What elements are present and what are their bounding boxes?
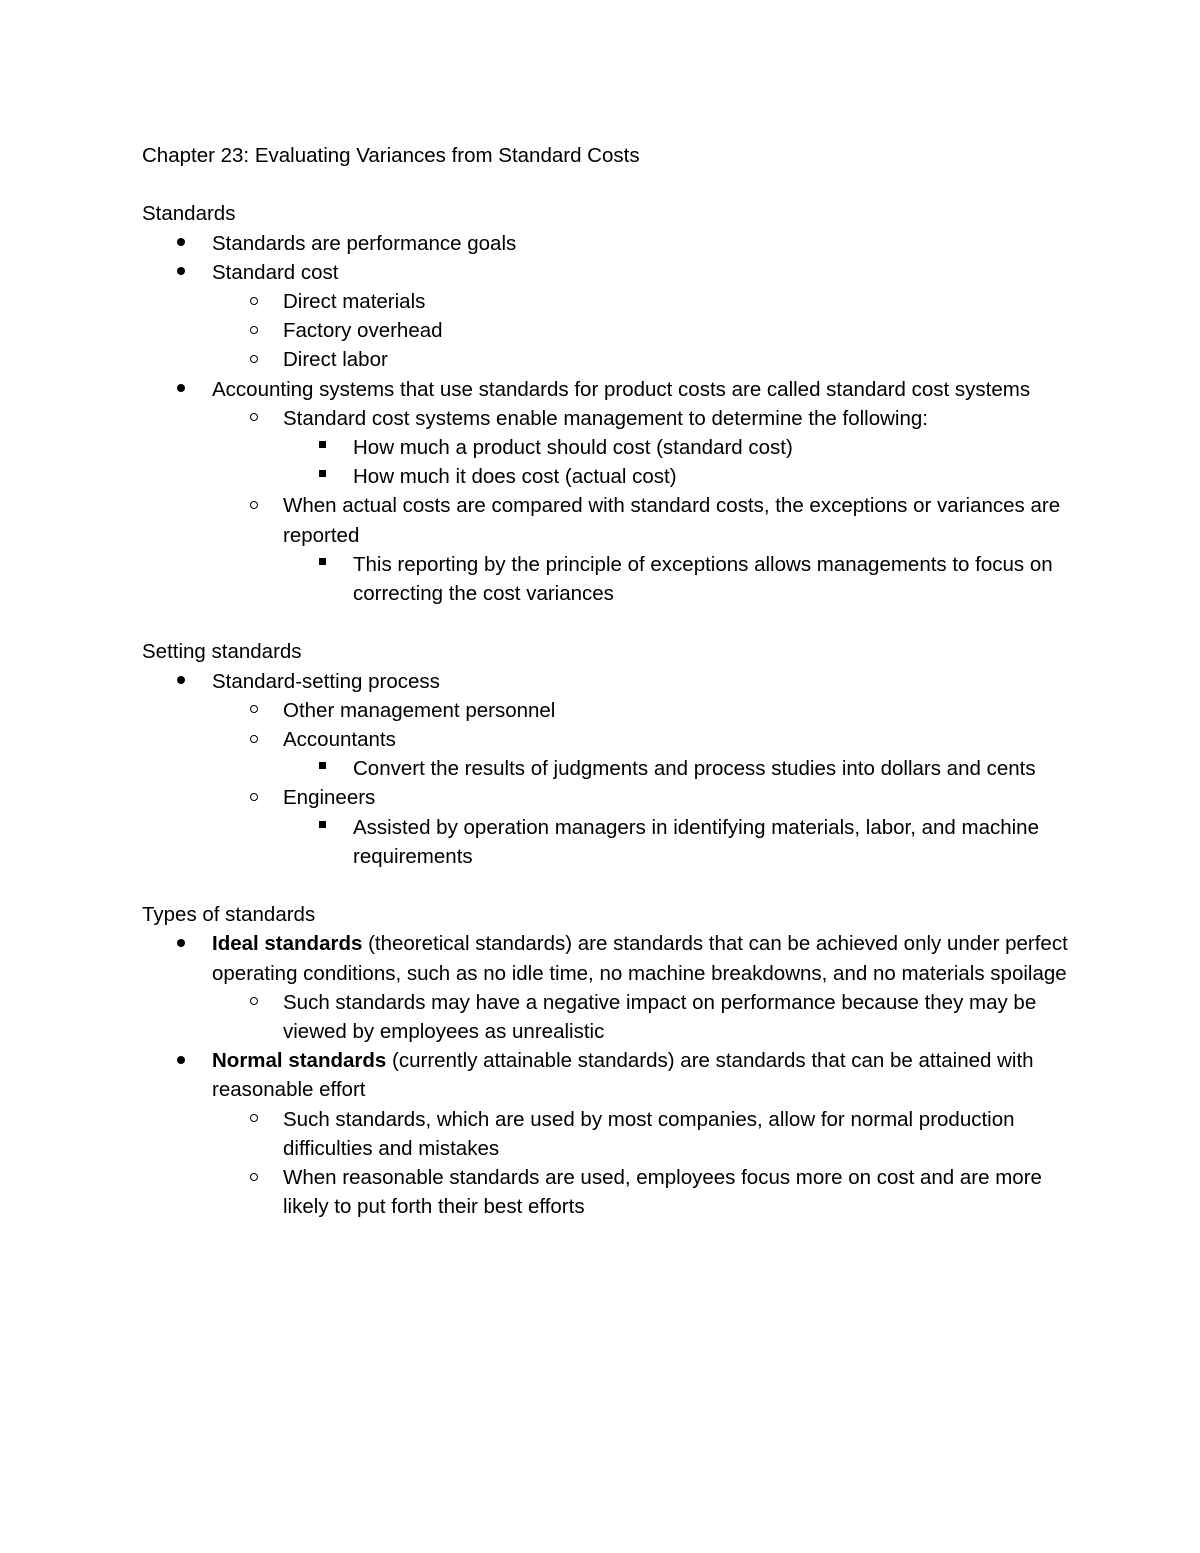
list-item-text: Standard cost systems enable management to determine the following:	[283, 406, 928, 430]
list-item	[142, 491, 1072, 549]
list-item-text: Accounting systems that use standards for product costs are called standard cost systems	[212, 377, 1031, 401]
section-heading-types-of-standards: Types of standards	[142, 903, 316, 927]
list-item-text: When actual costs are compared with standard costs, the exceptions or variances are reported	[283, 494, 1061, 547]
list-item	[142, 754, 1072, 783]
list-item-text: Standard cost	[212, 260, 339, 284]
bullet-square	[312, 462, 332, 491]
spacer	[142, 871, 1072, 900]
bullet-circle	[244, 1163, 264, 1192]
list-item	[142, 1163, 1072, 1221]
term-definition: (currently attainable standards) are standards that can be attained with reasonable effort	[212, 1049, 1034, 1102]
list-item	[142, 287, 1072, 316]
list-item	[142, 258, 1072, 287]
list-item-text: Other management personnel	[283, 698, 556, 722]
list-item	[142, 550, 1072, 608]
bullet-circle	[244, 783, 264, 812]
bullet-dot	[171, 1046, 191, 1075]
list-item	[142, 375, 1072, 404]
list-item-text: How much it does cost (actual cost)	[353, 465, 677, 489]
list-item	[142, 813, 1072, 871]
bullet-circle	[244, 345, 264, 374]
spacer	[142, 170, 1072, 199]
bullet-square	[312, 813, 332, 842]
list-item	[142, 929, 1072, 987]
bullet-dot	[171, 667, 191, 696]
list-item	[142, 1105, 1072, 1163]
list-item	[142, 1046, 1072, 1104]
list-item	[142, 783, 1072, 812]
list-item	[142, 316, 1072, 345]
term-normal-standards: Normal standards	[212, 1049, 387, 1073]
bullet-circle	[244, 287, 264, 316]
spacer	[142, 608, 1072, 637]
list-item	[142, 462, 1072, 491]
list-item	[142, 667, 1072, 696]
bullet-square	[312, 433, 332, 462]
list-item-text: Convert the results of judgments and process studies into dollars and cents	[353, 757, 1036, 781]
bullet-circle	[244, 725, 264, 754]
list-item-text: Factory overhead	[283, 319, 443, 343]
bullet-square	[312, 754, 332, 783]
list-item-text: Such standards may have a negative impact on performance because they may be viewed by employees as unrealistic	[283, 990, 1037, 1044]
bullet-circle	[244, 404, 264, 433]
list-item-text: Engineers	[283, 786, 376, 810]
list-item	[142, 696, 1072, 725]
bullet-circle	[244, 696, 264, 725]
list-item-text	[212, 1049, 1034, 1101]
list-item	[142, 725, 1072, 754]
list-item-text: Direct materials	[283, 290, 426, 313]
list-item-text: Assisted by operation managers in identifying materials, labor, and machine requirements	[353, 815, 1039, 868]
section-heading-setting-standards: Setting standards	[142, 640, 302, 664]
bullet-dot	[171, 375, 191, 404]
list-item-text: Standard-setting process	[212, 669, 440, 693]
page-title: Chapter 23: Evaluating Variances from Standard Costs	[142, 144, 640, 167]
bullet-square	[312, 550, 332, 579]
list-item-text: Standards are performance goals	[212, 231, 517, 255]
list-item-text: This reporting by the principle of exceptions allows managements to focus on correcting the cost variances	[353, 552, 1053, 606]
list-item-text: How much a product should cost (standard cost)	[353, 436, 793, 460]
bullet-dot	[171, 229, 191, 258]
term-ideal-standards: Ideal standards	[212, 932, 363, 956]
list-item-text: Direct labor	[283, 348, 388, 372]
bullet-dot	[171, 929, 191, 958]
bullet-dot	[171, 258, 191, 287]
document-page	[142, 141, 1072, 1221]
list-item-text: Such standards, which are used by most companies, allow for normal production difficulties and mistakes	[283, 1107, 1015, 1160]
list-item	[142, 404, 1072, 433]
bullet-circle	[244, 491, 264, 520]
list-item	[142, 345, 1072, 374]
list-item-text	[212, 932, 1068, 984]
term-definition: (theoretical standards) are standards that can be achieved only under perfect operating conditions, such as no idle time, no machine breakdowns, and no materials spoilage	[212, 932, 1068, 985]
section-heading-standards: Standards	[142, 202, 236, 226]
bullet-circle	[244, 1105, 264, 1134]
list-item-text: Accountants	[283, 728, 396, 752]
list-item	[142, 988, 1072, 1046]
list-item	[142, 229, 1072, 258]
list-item	[142, 433, 1072, 462]
bullet-circle	[244, 988, 264, 1017]
list-item-text: When reasonable standards are used, employees focus more on cost and are more likely to put forth their best efforts	[283, 1166, 1042, 1219]
bullet-circle	[244, 316, 264, 345]
